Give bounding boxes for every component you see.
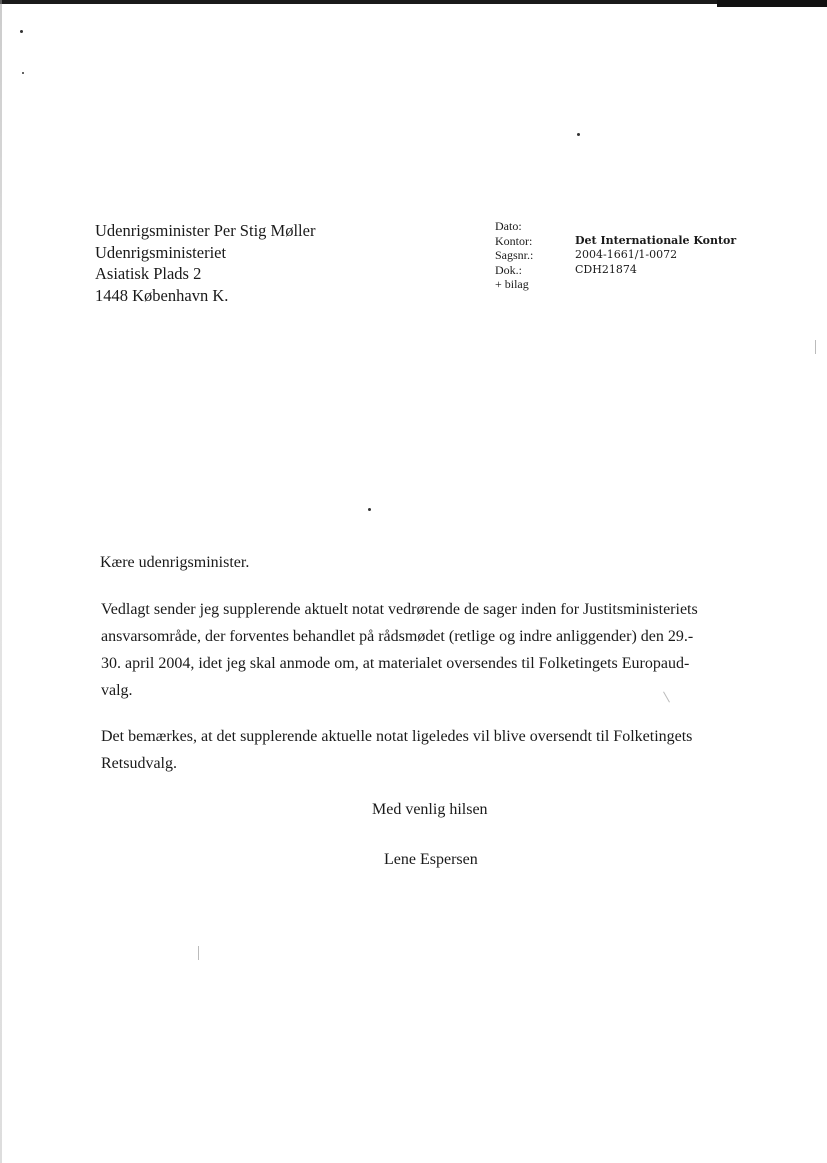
recipient-street: Asiatisk Plads 2	[95, 264, 202, 283]
paragraph-line: Det bemærkes, at det supplerende aktuelle notat ligeledes vil blive oversendt til Folketingets	[101, 728, 693, 745]
paragraph-line: 30. april 2004, idet jeg skal anmode om, at materialet oversendes til Folketingets Europaud-	[101, 655, 690, 672]
scan-speck	[22, 72, 24, 74]
reference-block	[495, 219, 736, 292]
meta-row-dok	[495, 263, 736, 278]
sagsnr-label: Sagsnr.:	[495, 248, 534, 262]
closing-phrase: Med venlig hilsen	[372, 801, 488, 818]
scan-speck	[577, 133, 580, 136]
meta-row-kontor	[495, 234, 736, 249]
salutation: Kære udenrigsminister.	[100, 554, 250, 571]
scan-mark	[198, 946, 199, 960]
top-border-line	[0, 0, 827, 4]
meta-row-dato	[495, 219, 736, 234]
meta-row-sagsnr	[495, 248, 736, 263]
kontor-value: Det Internationale Kontor	[575, 233, 737, 247]
dok-value: CDH21874	[575, 262, 637, 276]
scan-speck	[20, 30, 23, 33]
paragraph-line: Vedlagt sender jeg supplerende aktuelt notat vedrørende de sager inden for Justitsministeriets	[101, 601, 698, 618]
dok-label: Dok.:	[495, 262, 522, 277]
paragraph-line: ansvarsområde, der forventes behandlet på rådsmødet (retlige og indre anliggender) den 29.-	[101, 628, 694, 645]
dato-label: Dato:	[495, 219, 522, 233]
sagsnr-value: 2004-1661/1-0072	[575, 248, 678, 261]
recipient-ministry: Udenrigsministeriet	[95, 242, 227, 262]
paragraph-line: Retsudvalg.	[101, 755, 177, 772]
paragraph-line: valg.	[101, 682, 133, 699]
body-paragraph-1	[101, 596, 746, 704]
signature-name: Lene Espersen	[384, 851, 478, 868]
recipient-address	[95, 220, 315, 306]
bilag-label: + bilag	[495, 277, 529, 291]
top-border-mark	[717, 0, 827, 7]
body-paragraph-2	[101, 723, 746, 777]
meta-row-bilag	[495, 277, 736, 292]
recipient-city: 1448 København K.	[95, 285, 229, 305]
scan-speck	[368, 508, 371, 511]
scan-mark	[815, 340, 816, 354]
scan-left-edge	[0, 0, 2, 1163]
recipient-name: Udenrigsminister Per Stig Møller	[95, 221, 316, 240]
kontor-label: Kontor:	[495, 233, 533, 248]
